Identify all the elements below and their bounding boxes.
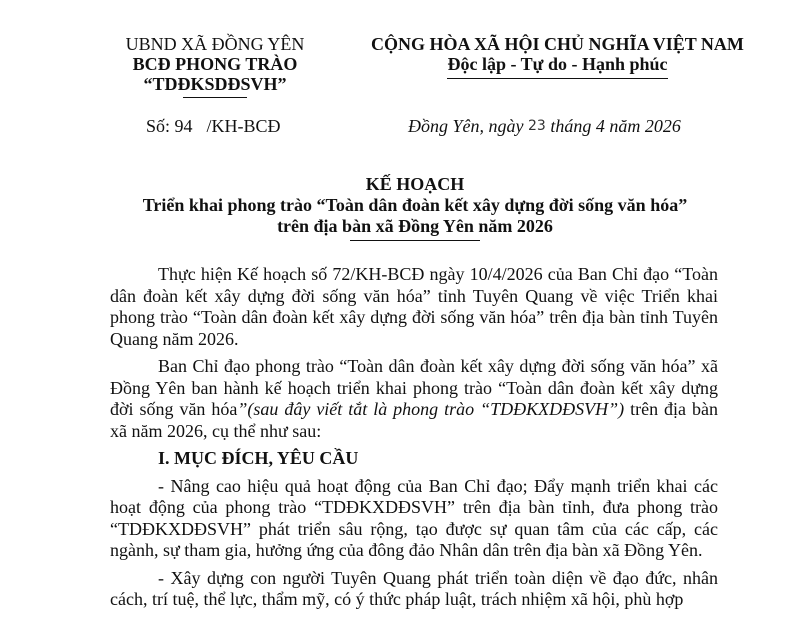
issuer-commune: UBND XÃ ĐỒNG YÊN [125,34,305,54]
paragraph-intro [110,356,718,442]
paragraph-intro-main: Ban Chỉ đạo phong trào “Toàn dân đoàn kết xây dựng đời sống văn hóa” xã Đồng Yên ban hành kế hoạch triển khai phong trào “Toàn dân đoàn kết xây dựng đời sống văn hóa [110,356,718,419]
title-underline [350,240,480,241]
issuer-movement: “TDĐKSDĐSVH” [143,74,287,94]
issuer-block [100,34,330,94]
year-part: năm 2026 [609,116,681,136]
national-motto: Độc lập - Tự do - Hạnh phúc [447,54,668,74]
section-heading-purpose: I. MỤC ĐÍCH, YÊU CẦU [158,448,359,468]
handwritten-day: 23 [528,118,546,134]
place-prefix: Đồng Yên, ngày [408,116,524,136]
paragraph-purpose-2: - Xây dựng con người Tuyên Quang phát triển toàn diện về đạo đức, nhân cách, trí tuệ, thể lực, thẩm mỹ, có ý thức pháp luật, trách nhiệm xã hội, phù hợp [110,567,718,609]
document-number-prefix: Số: 94 [146,116,193,136]
paragraph-intro-abbr: ”(sau đây viết tắt là phong trào “TDĐKXDĐSVH”) [237,399,625,419]
issuer-committee: BCĐ PHONG TRÀO [132,54,298,74]
paragraph-basis: Thực hiện Kế hoạch số 72/KH-BCĐ ngày 10/4/2026 của Ban Chỉ đạo “Toàn dân đoàn kết xây dựng đời sống văn hóa” tỉnh Tuyên Quang về việc Triển khai phong trào “Toàn dân đoàn kết xây dựng đời sống văn hóa” trên địa bàn tỉnh Tuyên Quang năm 2026. [110,264,718,349]
month-part: tháng 4 [550,116,605,136]
nation-name: CỘNG HÒA XÃ HỘI CHỦ NGHĨA VIỆT NAM [371,34,744,54]
national-header [360,34,755,76]
document-body [110,264,718,617]
place-date [408,116,681,137]
document-number [146,116,281,137]
title-kind: KẾ HOẠCH [365,174,465,194]
paragraph-intro-end: trên địa bàn xã năm 2026, cụ thể như sau: [110,399,718,441]
title-scope: trên địa bàn xã Đồng Yên năm 2026 [277,216,553,236]
paragraph-purpose-1: - Nâng cao hiệu quả hoạt động của Ban Chỉ đạo; Đẩy mạnh triển khai các hoạt động của phong trào “TDĐKXDĐSVH” trên địa bàn tỉnh, đưa phong trào “TDĐKXDĐSVH” phát triển sâu rộng, tạo được sự quan tâm của các cấp, các ngành, sự tham gia, hưởng ứng của đông đảo Nhân dân trên địa bàn xã Đồng Yên. [110,475,718,560]
title-subject: Triển khai phong trào “Toàn dân đoàn kết xây dựng đời sống văn hóa” [142,195,688,215]
document-title [100,174,730,241]
document-number-suffix: /KH-BCĐ [206,116,281,136]
